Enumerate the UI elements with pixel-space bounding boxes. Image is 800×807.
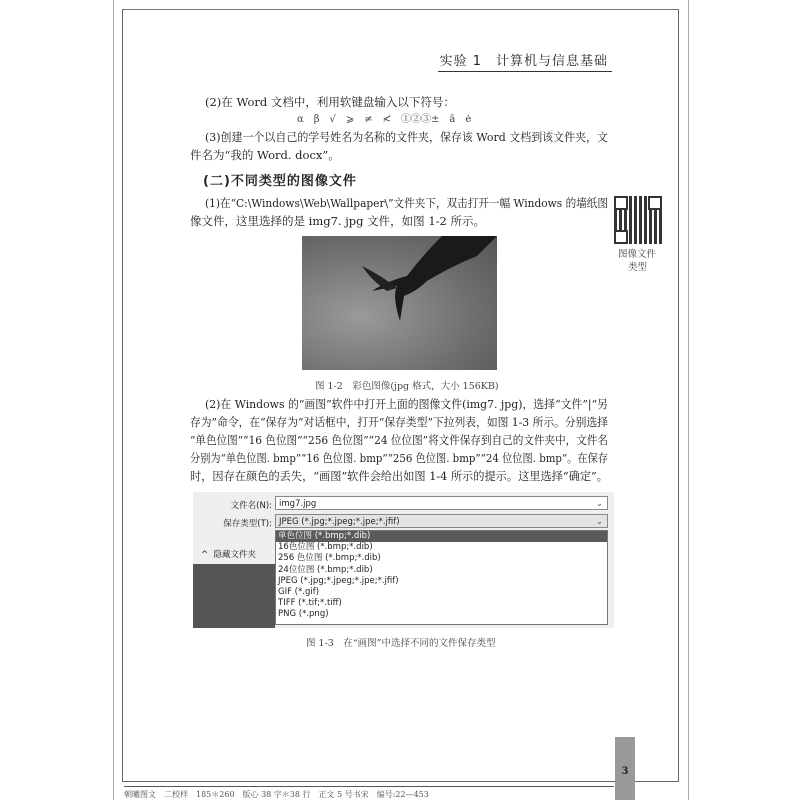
symbols-line: α β √ ⩾ ≠ ≮ ①②③± ā ė [297,114,472,125]
dropdown-option[interactable]: 256 色位图 (*.bmp;*.dib) [278,553,381,564]
print-footer: 朝曦图文 二校样 185＊260 版心 38 字＊38 行 正文 5 号书宋 编号:22—453 [124,786,614,800]
filename-input[interactable] [275,496,608,510]
qr-caption: 图像文件 [618,249,657,260]
dropdown-option[interactable]: 24位位图 (*.bmp;*.dib) [278,564,373,575]
chevron-down-icon: ⌄ [595,499,603,509]
dropdown-option[interactable]: TIFF (*.tif;*.tiff) [278,598,342,609]
type-label: 保存类型(T): [223,519,272,529]
paragraph: 时，因存在颜色的丢失，“画图”软件会给出如图 1-4 所示的提示。这里选择“确定”。 [190,469,608,483]
paragraph: 件名为“我的 Word. docx”。 [190,148,340,162]
paragraph: (2)在 Word 文档中，利用软键盘输入以下符号： [205,95,455,109]
dropdown-option[interactable]: 单色位图 (*.bmp;*.dib) [276,531,607,542]
type-value: JPEG (*.jpg;*.jpeg;*.jpe;*.jfif) [279,517,400,527]
chevron-down-icon: ⌄ [595,517,603,527]
paragraph: “单色位图”“16 色位图”“256 色位图”“24 位位图”将文件保存到自己的文件夹中，文件名 [190,433,608,447]
type-select[interactable] [275,514,608,528]
flower-photo [302,236,497,370]
paragraph: 存为”命令，在“保存为”对话框中，打开“保存类型”下拉列表，如图 1-3 所示。分别选择 [190,415,608,429]
page-number: 3 [615,737,635,800]
paragraph: 分别为“单色位图. bmp”“16 色位图. bmp”“256 色位图. bmp”“24 位位图. bmp”。在保存 [190,451,608,465]
paragraph: 像文件，这里选择的是 img7. jpg 文件，如图 1-2 所示。 [190,214,485,228]
chevron-up-icon: ^ [201,550,209,560]
type-dropdown-list [275,530,608,625]
section-title: (二)不同类型的图像文件 [203,174,357,189]
qr-code [614,196,662,244]
save-dialog-screenshot [193,492,614,628]
dropdown-option[interactable]: 16色位图 (*.bmp;*.dib) [278,542,373,553]
paragraph: (1)在“C:\Windows\Web\Wallpaper\”文件夹下，双击打开一幅 Windows 的墙纸图 [205,196,608,210]
figure-caption: 图 1-2 彩色图像(jpg 格式，大小 156KB) [315,381,499,392]
qr-caption: 类型 [628,262,648,273]
filename-value: img7.jpg [279,499,317,509]
dropdown-option[interactable]: JPEG (*.jpg;*.jpeg;*.jpe;*.jfif) [278,575,399,586]
flower-silhouette [302,236,497,370]
figure-caption: 图 1-3 在“画图”中选择不同的文件保存类型 [306,638,496,649]
paragraph: (2)在 Windows 的“画图”软件中打开上面的图像文件(img7. jpg)，选择“文件”|“另 [205,397,608,411]
hide-folders-label: 隐藏文件夹 [213,550,257,560]
hide-folders-button[interactable] [201,548,256,560]
filename-label: 文件名(N): [230,501,272,511]
running-header: 实验 1 计算机与信息基础 [438,50,612,72]
dark-panel [193,564,275,628]
dropdown-option[interactable]: GIF (*.gif) [278,586,320,597]
dropdown-option[interactable]: PNG (*.png) [278,609,329,620]
paragraph: (3)创建一个以自己的学号姓名为名称的文件夹，保存该 Word 文档到该文件夹，文 [205,130,608,144]
